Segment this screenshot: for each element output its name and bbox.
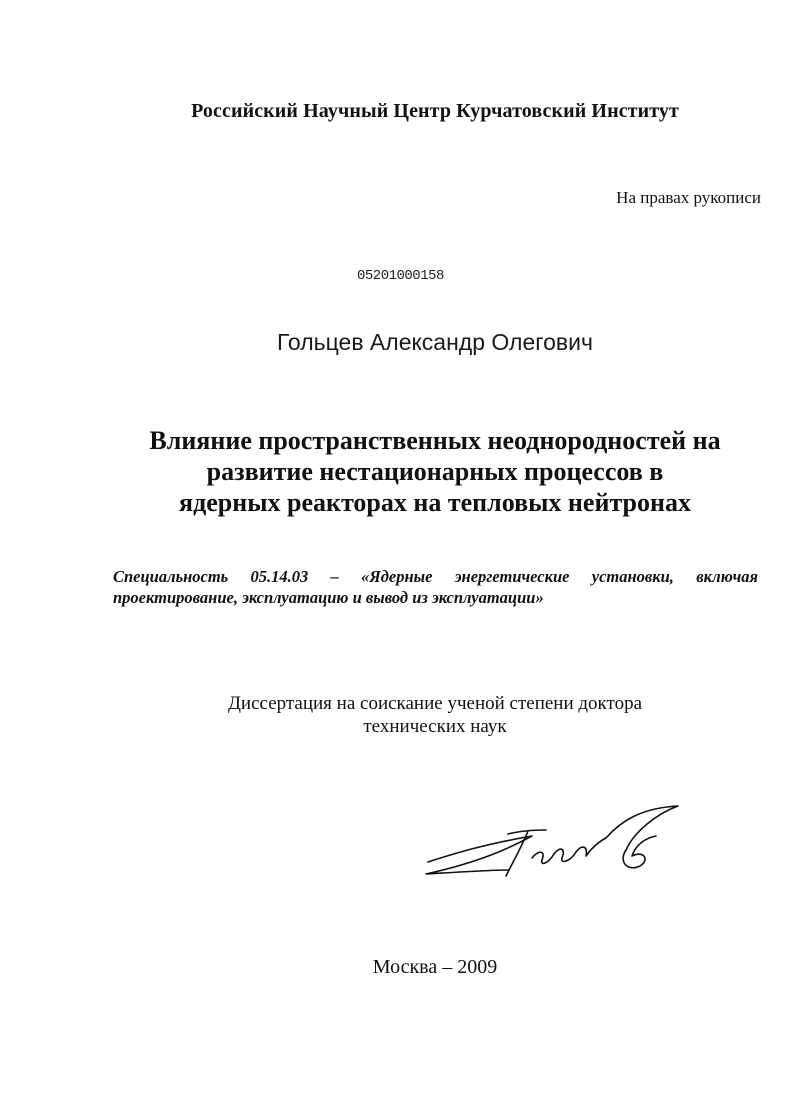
dissertation-title [0, 425, 794, 518]
title-line: Влияние пространственных неоднородностей на [149, 426, 721, 455]
degree-line: технических наук [363, 716, 507, 737]
author-name: Гольцев Александр Олегович [277, 329, 593, 355]
title-line: развитие нестационарных процессов в [206, 457, 664, 486]
title-line: ядерных реакторах на тепловых нейтронах [179, 488, 691, 517]
degree-line: Диссертация на соискание ученой степени доктора [227, 693, 643, 714]
handwritten-signature-icon [420, 800, 690, 890]
city-year: Москва – 2009 [372, 956, 498, 978]
specialty-line: проектирование, эксплуатацию и вывод из эксплуатации» [113, 588, 544, 607]
catalog-code: 05201000158 [357, 268, 444, 284]
degree-statement [0, 692, 794, 738]
specialty-statement [113, 566, 758, 608]
rights-note: На правах рукописи [616, 188, 761, 207]
specialty-line: Специальность 05.14.03 – «Ядерные энергетические установки, включая [113, 567, 758, 586]
institute-name: Российский Научный Центр Курчатовский Институт [191, 100, 679, 122]
